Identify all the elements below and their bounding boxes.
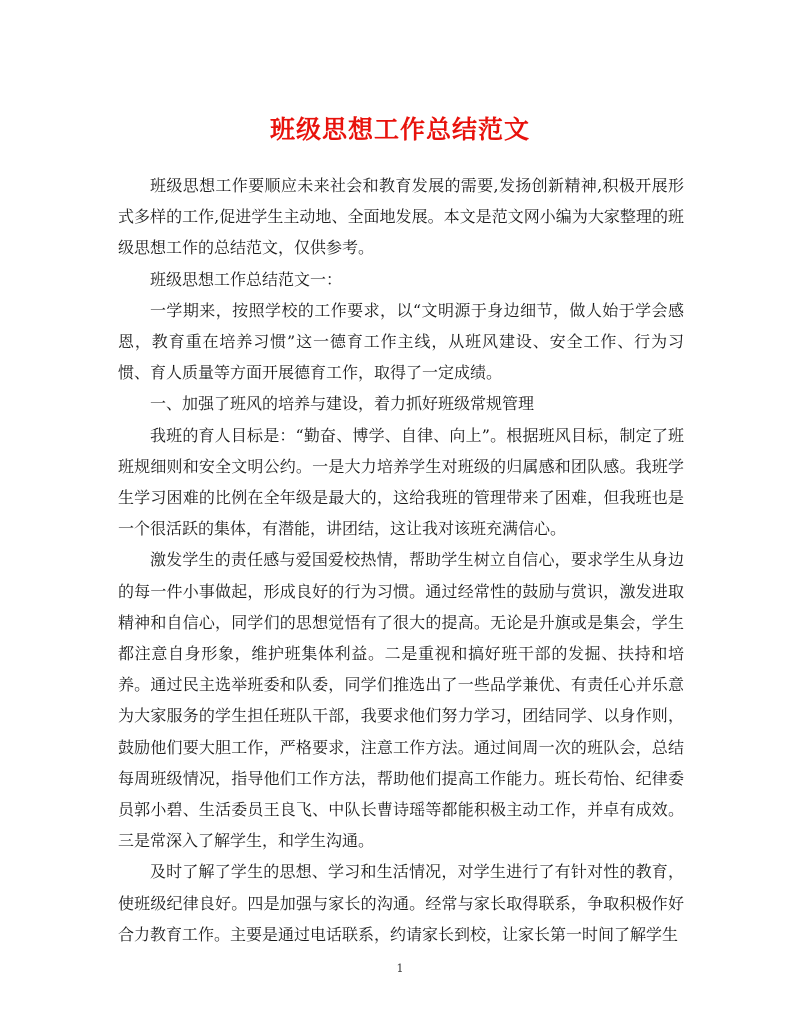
- page-title: 班级思想工作总结范文: [269, 115, 530, 144]
- paragraph-communication: 及时了解了学生的思想、学习和生活情况，对学生进行了有针对性的教育，使班级纪律良好。四是加强与家长的沟通。经常与家长取得联系，争取积极作好合力教育工作。主要是通过电话联系，约请家长到校，让家长第一时间了解学生: [118, 862, 684, 944]
- paragraph-goals: 我班的育人目标是：“勤奋、博学、自律、向上”。根据班风目标，制定了班班规细则和安全文明公约。一是大力培养学生对班级的归属感和团队感。我班学生学习困难的比例在全年级是最大的，这给我班的管理带来了困难，但我班也是一个很活跃的集体，有潜能，讲团结，这让我对该班充满信心。: [118, 425, 684, 539]
- page-number: 1: [396, 962, 404, 975]
- paragraph-section-heading: 班级思想工作总结范文一：: [150, 269, 343, 289]
- paragraph-responsibility: 激发学生的责任感与爱国爱校热情，帮助学生树立自信心，要求学生从身边的每一件小事做起，形成良好的行为习惯。通过经常性的鼓励与赏识，激发进取精神和自信心，同学们的思想觉悟有了很大的提高。无论是升旗或是集会，学生都注意自身形象，维护班集体利益。二是重视和搞好班干部的发掘、扶持和培养。通过民主选举班委和队委，同学们推选出了一些品学兼优、有责任心并乐意为大家服务的学生担任班队干部，我要求他们努力学习，团结同学、以身作则，鼓励他们要大胆工作，严格要求，注意工作方法。通过间周一次的班队会，总结每周班级情况，指导他们工作方法，帮助他们提高工作能力。班长苟怡、纪律委员郭小碧、生活委员王良飞、中队长曹诗瑶等都能积极主动工作，并卓有成效。三是常深入了解学生，和学生沟通。: [118, 550, 684, 851]
- document-body: [118, 170, 684, 950]
- paragraph-subheading-one: 一、加强了班风的培养与建设，着力抓好班级常规管理: [150, 394, 535, 414]
- paragraph-intro: 班级思想工作要顺应未来社会和教育发展的需要,发扬创新精神,积极开展形式多样的工作,促进学生主动地、全面地发展。本文是范文网小编为大家整理的班级思想工作的总结范文，仅供参考。: [118, 176, 684, 258]
- paragraph-overview: 一学期来，按照学校的工作要求，以“文明源于身边细节，做人始于学会感恩，教育重在培养习惯”这一德育工作主线，从班风建设、安全工作、行为习惯、育人质量等方面开展德育工作，取得了一定成绩。: [118, 300, 684, 383]
